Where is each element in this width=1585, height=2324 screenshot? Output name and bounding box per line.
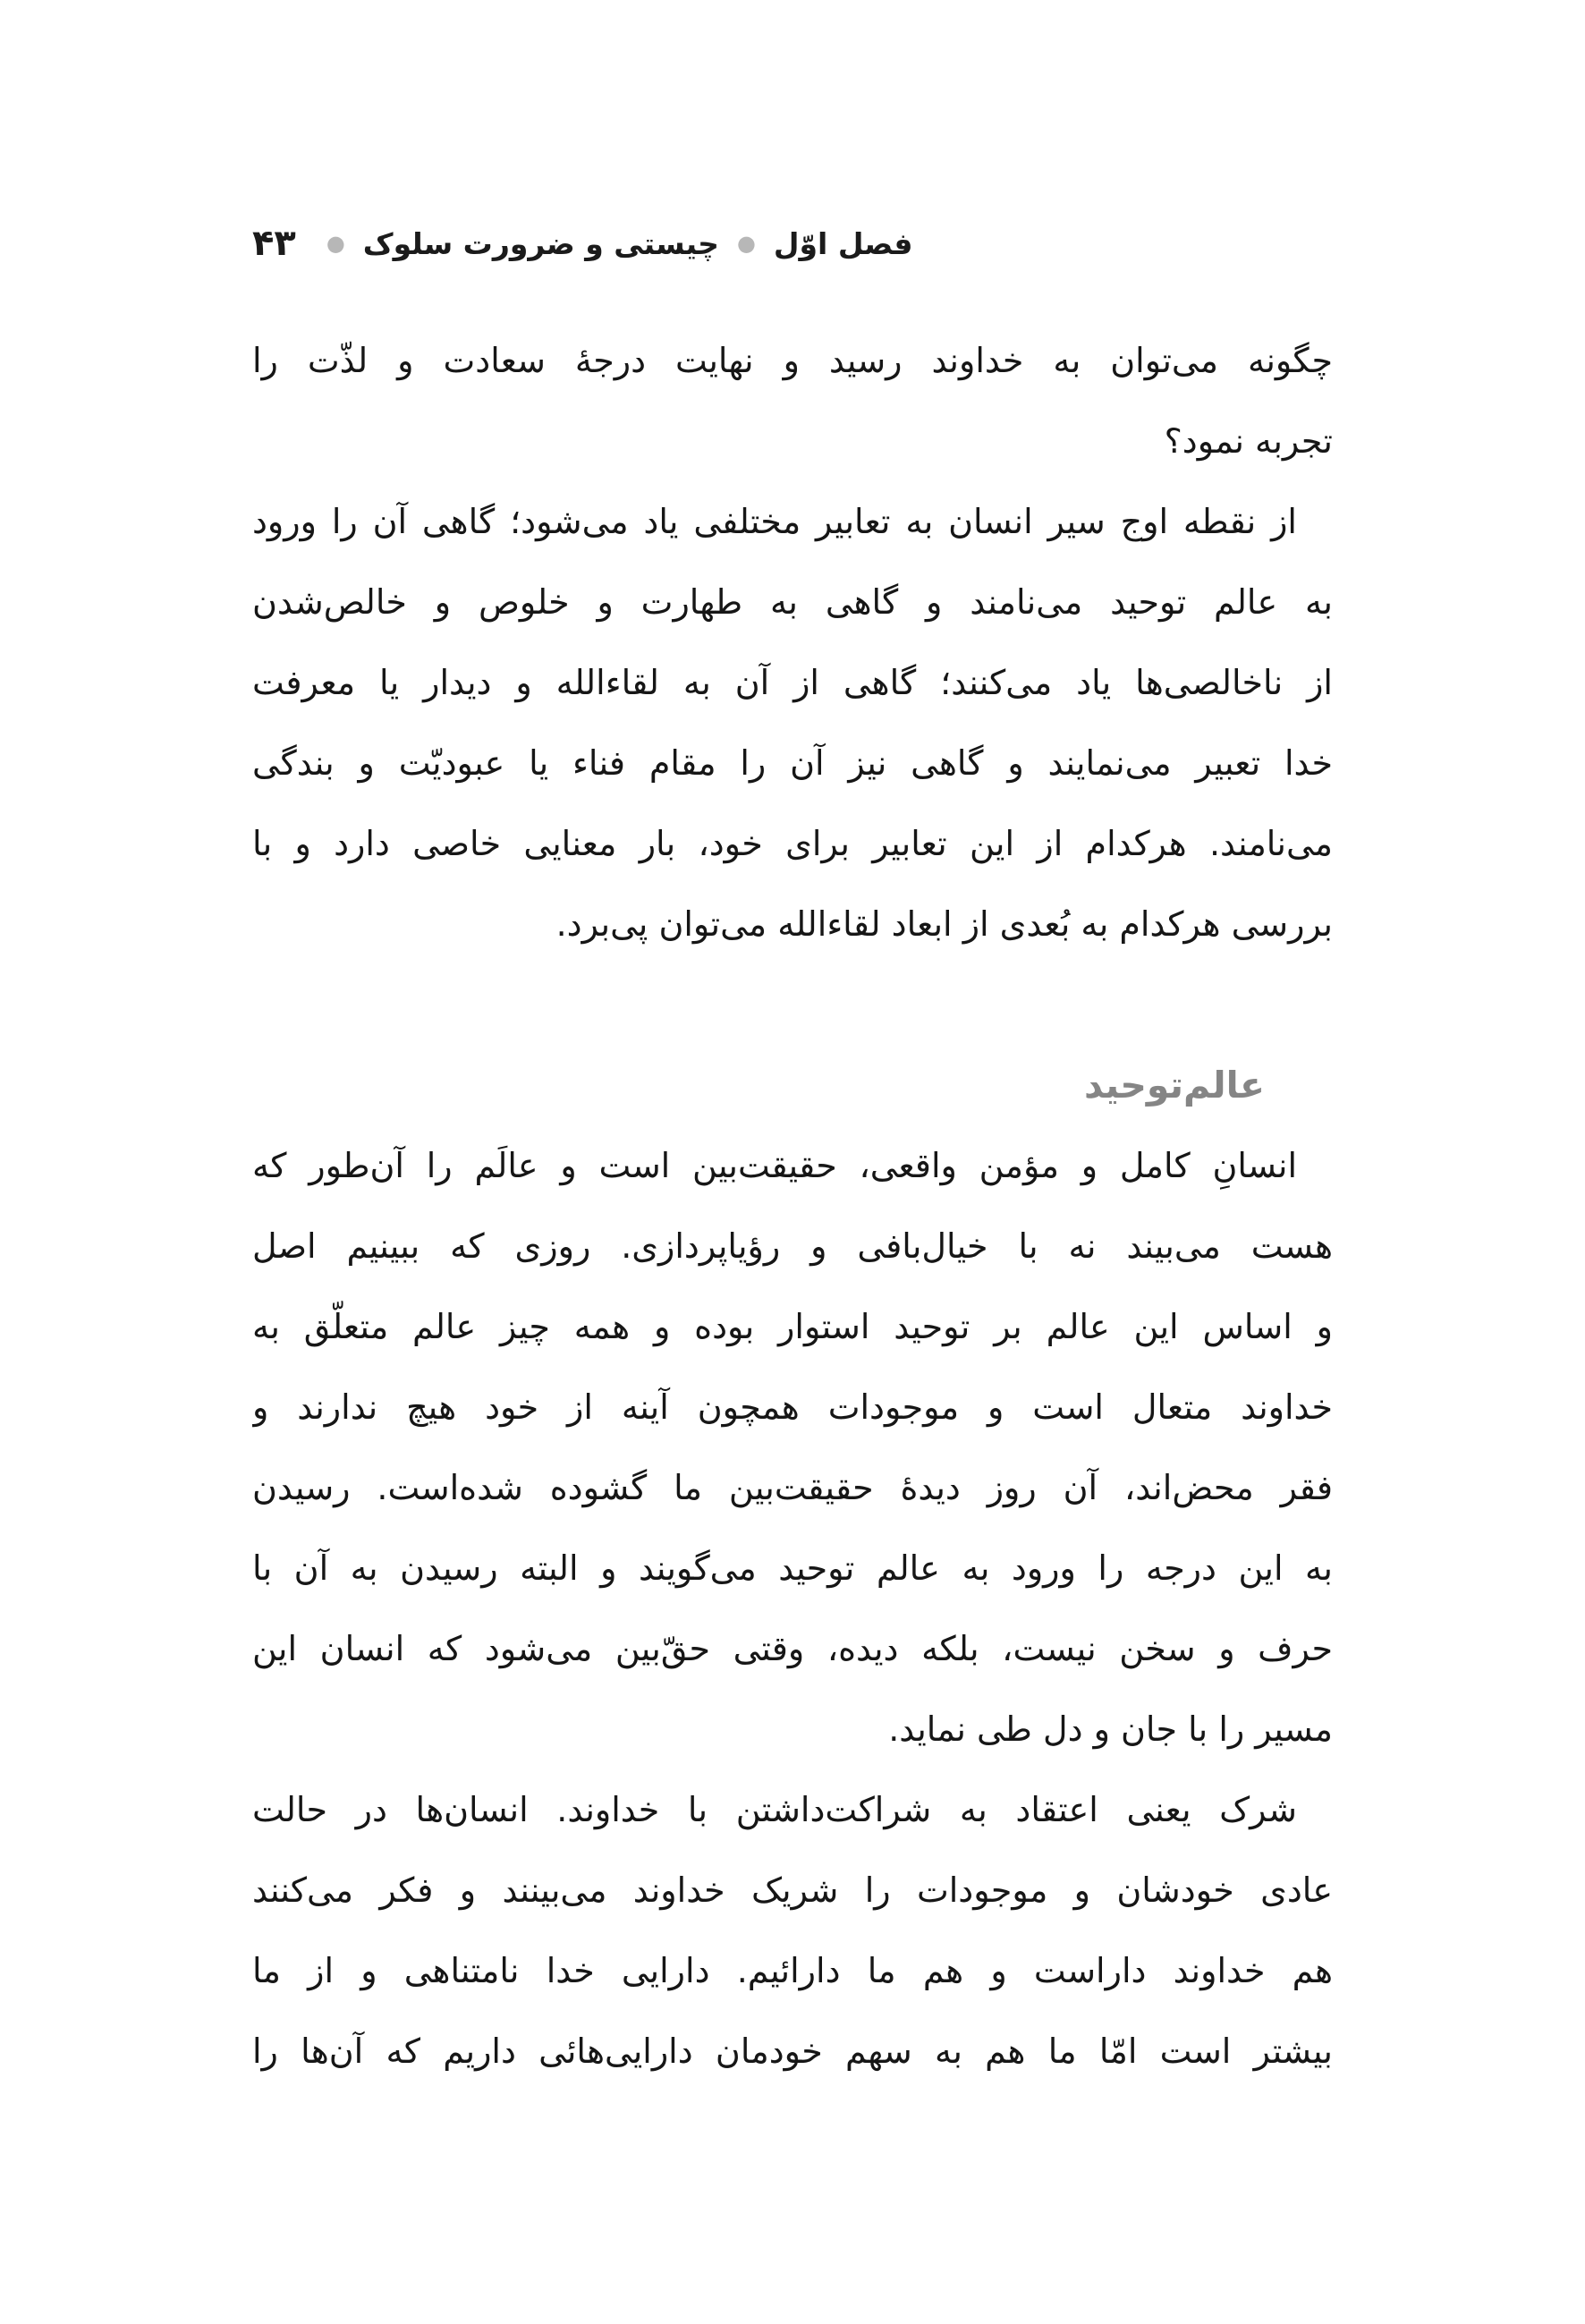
text-line: هست می‌بیند نه با خیال‌بافی و رؤیاپردازی. روزی که ببینیم اصل — [252, 1226, 1333, 1266]
paragraph — [252, 1125, 1333, 1769]
text-line: و اساس این عالم بر توحید استوار بوده و همه چیز عالم متعلّق به — [252, 1307, 1333, 1346]
text-line: بررسی هرکدام به بُعدی از ابعاد لقاءالله می‌توان پی‌برد. — [555, 904, 1333, 944]
text-line: از ناخالصی‌ها یاد می‌کنند؛ گاهی از آن به لقاءالله و دیدار یا معرفت — [252, 663, 1333, 702]
separator-dot-icon: ● — [326, 231, 345, 256]
text-line: خداوند متعال است و موجودات همچون آینه از خود هیچ ندارند و — [252, 1387, 1333, 1427]
text-line: چگونه می‌توان به خداوند رسید و نهایت درجهٔ سعادت و لذّت را — [252, 341, 1333, 380]
section-heading: عالم‌توحید — [1083, 1064, 1265, 1107]
text-line: حرف و سخن نیست، بلکه دیده، وقتی حقّ‌بین می‌شود که انسان این — [252, 1629, 1333, 1668]
text-line: خدا تعبیر می‌نمایند و گاهی نیز آن را مقام فناء یا عبودیّت و بندگی — [252, 743, 1333, 783]
text-line: می‌نامند. هرکدام از این تعابیر برای خود، بار معنایی خاصی دارد و با — [252, 824, 1333, 863]
running-header — [252, 211, 912, 276]
body-text — [252, 320, 1333, 2091]
paragraph — [252, 320, 1333, 481]
page-number: ۴۳ — [252, 223, 296, 264]
chapter-label: فصل اوّل — [773, 225, 913, 261]
paragraph — [252, 481, 1333, 964]
text-line: مسیر را با جان و دل طی نماید. — [888, 1709, 1333, 1749]
text-line: از نقطه اوج سیر انسان به تعابیر مختلفی یاد می‌شود؛ گاهی آن را ورود — [252, 502, 1297, 541]
text-line: به این درجه را ورود به عالم توحید می‌گویند و البته رسیدن به آن با — [252, 1548, 1333, 1588]
text-line: عادی خودشان و موجودات را شریک خداوند می‌بینند و فکر می‌کنند — [252, 1870, 1333, 1910]
separator-dot-icon: ● — [736, 231, 756, 256]
text-line: بیشتر است امّا ما هم به سهم خودمان دارایی‌هائی داریم که آن‌ها را — [252, 2031, 1333, 2071]
text-line: شرک یعنی اعتقاد به شراکت‌داشتن با خداوند. انسان‌ها در حالت — [252, 1790, 1297, 1829]
section-label: چیستی و ضرورت سلوک — [362, 225, 719, 261]
vertical-spacer — [252, 964, 1333, 1045]
paragraph — [252, 1769, 1333, 2091]
text-line: به عالم توحید می‌نامند و گاهی به طهارت و خلوص و خالص‌شدن — [252, 582, 1333, 622]
text-line: هم خداوند داراست و هم ما دارائیم. دارایی خدا نامتناهی و از ما — [252, 1951, 1333, 1990]
text-line: تجربه نمود؟ — [1164, 421, 1333, 461]
text-line: انسانِ کامل و مؤمن واقعی، حقیقت‌بین است و عالَم را آن‌طور که — [252, 1146, 1297, 1185]
text-line: فقر محض‌اند، آن روز دیدهٔ حقیقت‌بین ما گشوده شده‌است. رسیدن — [252, 1468, 1333, 1507]
